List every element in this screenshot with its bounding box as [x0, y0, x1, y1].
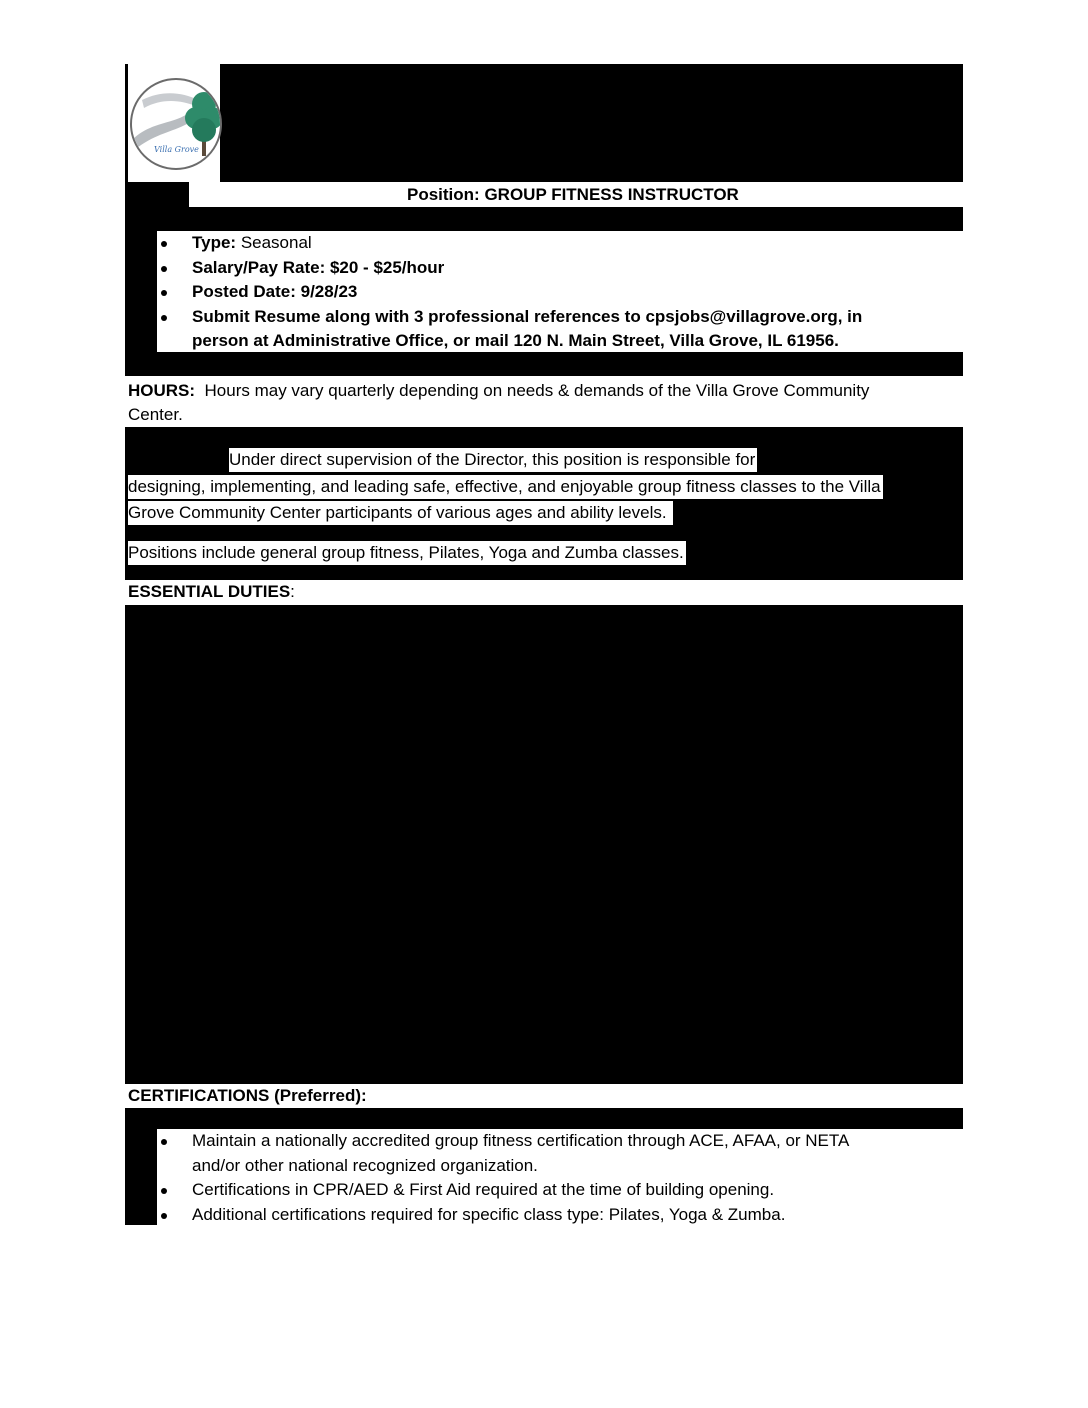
bullet-icon: [161, 1188, 167, 1194]
certifications-redaction-strip: [125, 1108, 963, 1129]
hours-line-2: Center.: [128, 405, 183, 424]
list-item-salary: Salary/Pay Rate: $20 - $25/hour: [157, 256, 963, 281]
bullet-icon: [161, 266, 167, 272]
bullet-icon: [161, 315, 167, 321]
path-shape-upper: [142, 93, 198, 108]
list-item-cert-accredited-continued: and/or other national recognized organization.: [192, 1155, 538, 1175]
hours-label: HOURS:: [128, 381, 196, 400]
bullet-icon: [161, 1139, 167, 1145]
position-title: Position: GROUP FITNESS INSTRUCTOR: [407, 185, 739, 204]
list-item-type: Type: Seasonal: [157, 231, 963, 256]
villa-grove-logo: [130, 78, 222, 170]
certifications-heading: CERTIFICATIONS (Preferred):: [128, 1086, 367, 1105]
hours-line-1: HOURS: Hours may vary quarterly depending on needs & demands of the Villa Grove Community: [128, 381, 870, 400]
list-item-posted-date: Posted Date: 9/28/23: [157, 280, 963, 305]
bullet-icon: [161, 1213, 167, 1219]
details-redaction-bottom: [125, 352, 963, 376]
header-redaction-banner: [220, 64, 963, 182]
essential-duties-heading: ESSENTIAL DUTIES:: [128, 582, 295, 601]
bullet-icon: [161, 290, 167, 296]
summary-line-2: designing, implementing, and leading safe, effective, and enjoyable group fitness classes to the Villa: [128, 475, 883, 499]
bullet-icon: [161, 241, 167, 247]
list-item-submit-continued: person at Administrative Office, or mail 120 N. Main Street, Villa Grove, IL 61956.: [192, 331, 839, 350]
list-item-cert-class-type: Additional certifications required for specific class type: Pilates, Yoga & Zumba.: [157, 1203, 963, 1228]
logo-caption: Villa Grove: [154, 145, 199, 154]
list-item-submit: Submit Resume along with 3 professional references to cpsjobs@villagrove.org, in: [157, 305, 963, 330]
certifications-redaction-left: [125, 1108, 157, 1225]
list-item-cert-cpr: Certifications in CPR/AED & First Aid required at the time of building opening.: [157, 1178, 963, 1203]
header-redaction-strip: [125, 207, 963, 231]
list-item-cert-accredited: Maintain a nationally accredited group fitness certification through ACE, AFAA, or NETA: [157, 1129, 963, 1154]
details-list: [157, 231, 963, 352]
essential-duties-redaction: [125, 605, 963, 1084]
summary-line-3: Grove Community Center participants of various ages and ability levels.: [128, 501, 673, 525]
summary-line-1: Under direct supervision of the Director, this position is responsible for: [229, 448, 757, 472]
tree-crown-bottom: [192, 118, 216, 142]
summary-line-4: Positions include general group fitness, Pilates, Yoga and Zumba classes.: [128, 541, 686, 565]
certifications-list: [157, 1129, 963, 1227]
